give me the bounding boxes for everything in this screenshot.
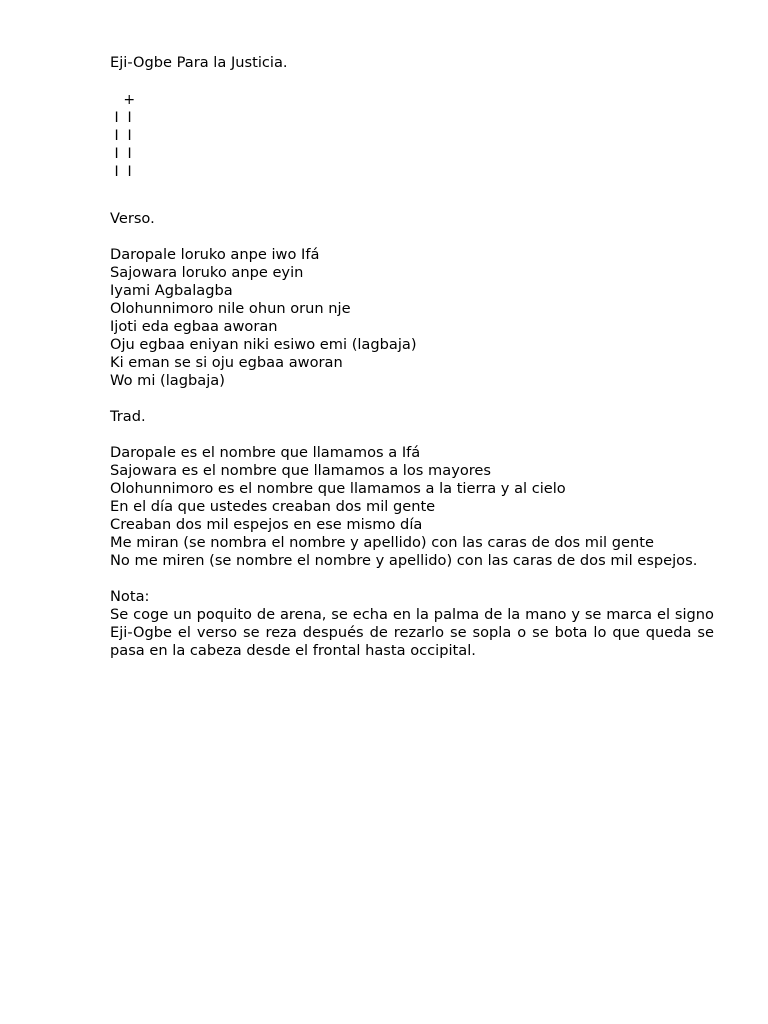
translation-line: Olohunnimoro es el nombre que llamamos a la tierra y al cielo: [110, 480, 566, 497]
translation-line: Me miran (se nombra el nombre y apellido) con las caras de dos mil gente: [110, 534, 654, 551]
verse-line: Iyami Agbalagba: [110, 282, 233, 299]
translation-last-paragraph: No me miren (se nombre el nombre y apellido) con las caras de dos mil espejos.: [110, 552, 698, 569]
translation-line: Creaban dos mil espejos en ese mismo día: [110, 516, 423, 533]
verse-line: Wo mi (lagbaja): [110, 372, 225, 389]
sign-line: +: [110, 92, 136, 108]
document-title: Eji-Ogbe Para la Justicia.: [110, 54, 288, 71]
verse-line: Ki eman se si oju egbaa aworan: [110, 354, 343, 371]
verse-lines: [110, 246, 714, 390]
verse-line: Ijoti eda egbaa aworan: [110, 318, 278, 335]
odu-sign-figure: [110, 92, 714, 182]
verse-line: Sajowara loruko anpe eyin: [110, 264, 304, 281]
sign-line: I I: [110, 146, 132, 162]
verse-line: Oju egbaa eniyan niki esiwo emi (lagbaja): [110, 336, 417, 353]
document-page: [110, 54, 714, 660]
translation-heading: Trad.: [110, 408, 146, 425]
verse-line: Daropale loruko anpe iwo Ifá: [110, 246, 320, 263]
translation-line: En el día que ustedes creaban dos mil gente: [110, 498, 436, 515]
translation-line: Daropale es el nombre que llamamos a Ifá: [110, 444, 421, 461]
sign-line: I I: [110, 164, 132, 180]
translation-lines: [110, 444, 714, 570]
note-heading: Nota:: [110, 588, 150, 605]
note-paragraph: Se coge un poquito de arena, se echa en la palma de la mano y se marca el signo Eji-Ogbe el verso se reza después de rezarlo se sopla o se bota lo que queda se pasa en la cabeza desde el frontal hasta occipital.: [110, 606, 714, 659]
sign-line: I I: [110, 128, 132, 144]
sign-line: I I: [110, 110, 132, 126]
verse-heading: Verso.: [110, 210, 155, 227]
translation-line: Sajowara es el nombre que llamamos a los mayores: [110, 462, 492, 479]
verse-line: Olohunnimoro nile ohun orun nje: [110, 300, 351, 317]
